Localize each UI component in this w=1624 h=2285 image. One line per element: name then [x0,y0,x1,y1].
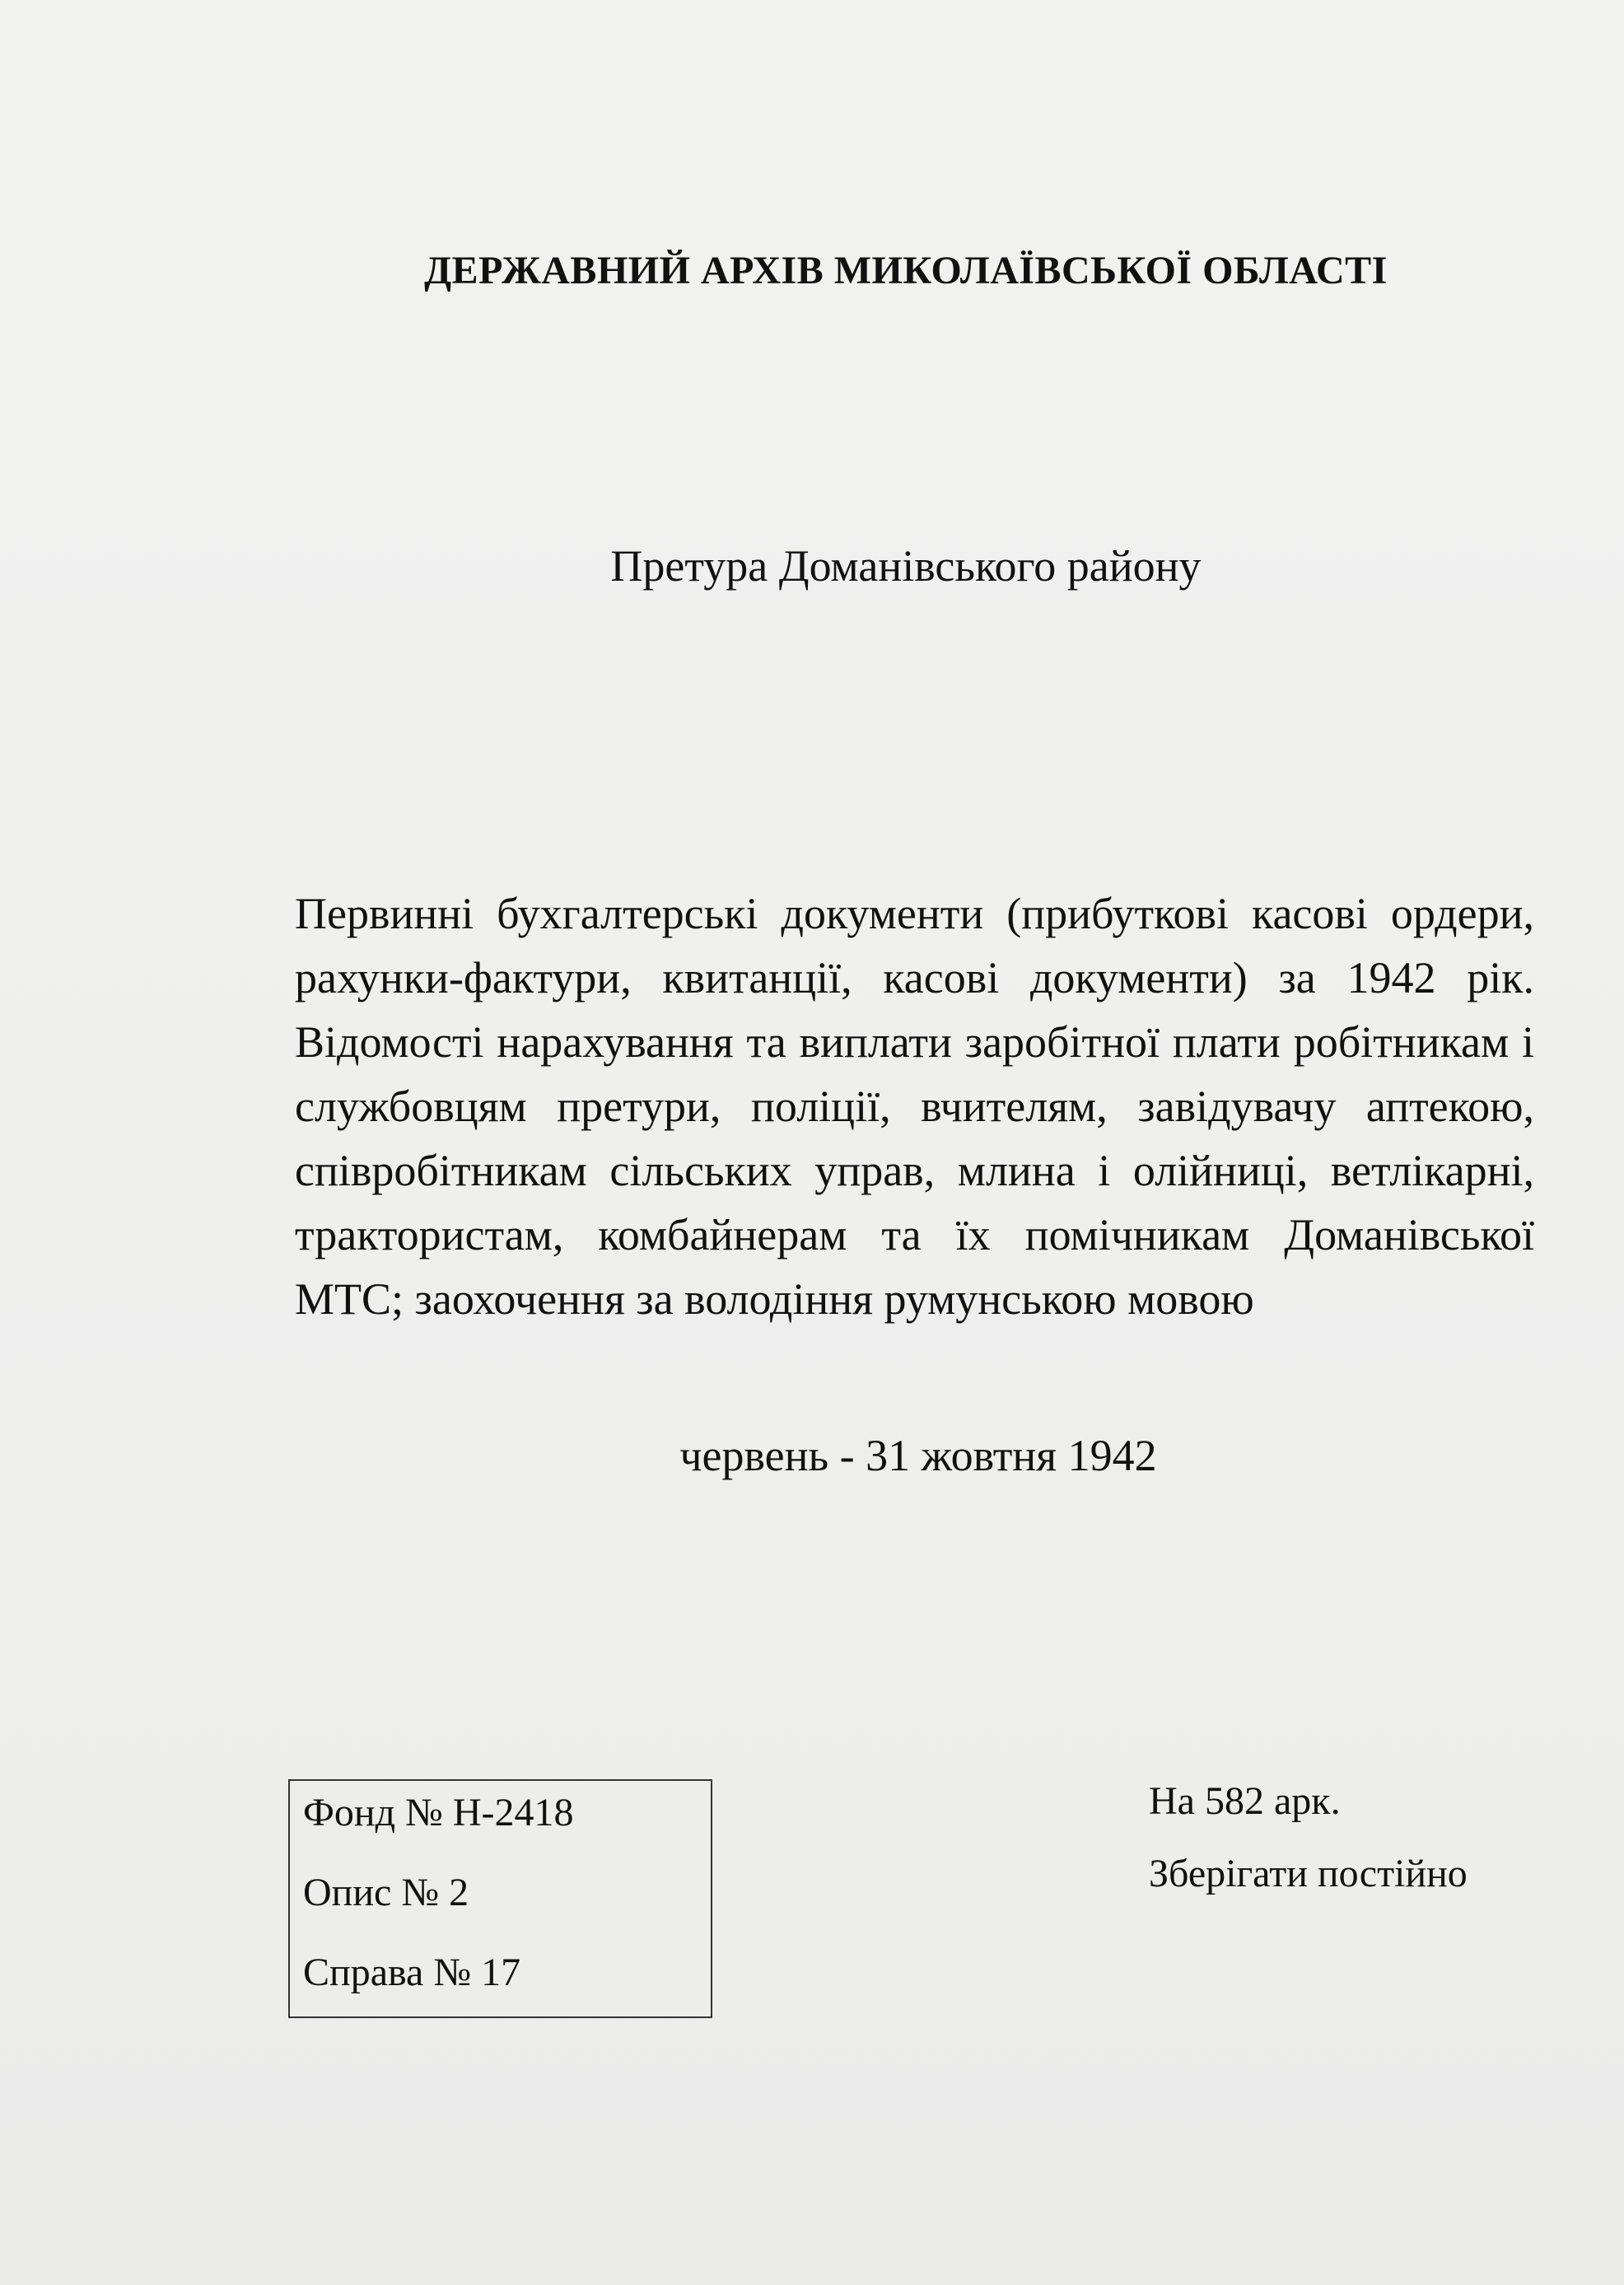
fond-number: Фонд № Н-2418 [303,1791,574,1834]
sprava-number: Справа № 17 [303,1951,521,1994]
archive-codes-box [288,1779,712,2018]
organization-title: Претура Доманівського району [610,541,1202,591]
case-description: Первинні бухгалтерські документи (прибуткові касові ордери, рахунки-фактури, квитанції, касові документи) за 1942 рік. Відомості нарахування та виплати заробітної плати робітникам і службовцям претури, поліції, вчителям, завідувачу аптекою, співробітникам сільських управ, млина і олійниці, ветлікарні, трактористам, комбайнерам та їх помічникам Доманівської МТС; заохочення за володіння румунською мовою [295,889,1534,1324]
archive-name-heading: ДЕРЖАВНИЙ АРХІВ МИКОЛАЇВСЬКОЇ ОБЛАСТІ [424,249,1388,292]
sheets-count: На 582 арк. [1149,1779,1341,1823]
date-range: червень - 31 жовтня 1942 [679,1431,1157,1480]
opys-number: Опис № 2 [303,1871,469,1914]
retention-note: Зберігати постійно [1149,1852,1468,1895]
